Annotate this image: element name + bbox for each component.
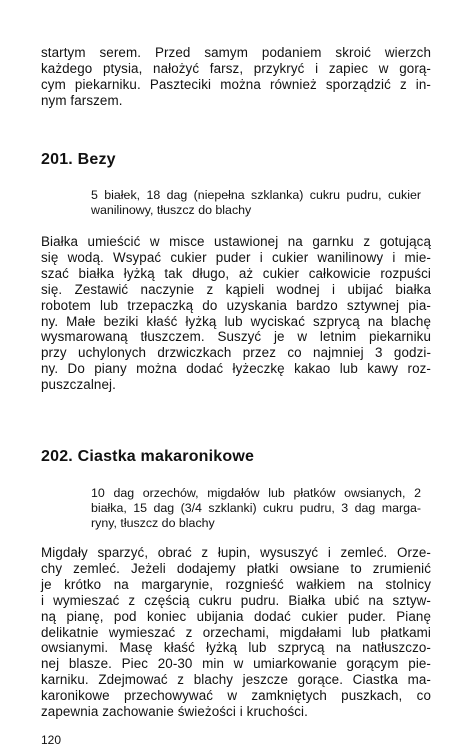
text-line: karonikowe przechowywać w zamkniętych puszkach, co — [41, 688, 431, 704]
text-line: nym farszem. — [41, 92, 123, 108]
ingredients-line: 10 dag orzechów, migdałów lub płatków owsianych, 2 — [91, 486, 421, 500]
text-line: zapewnia zachowanie świeżości i kruchości. — [41, 704, 308, 720]
text-line: wysmarowaną tłuszczem. Suszyć je w letnim piekarniku — [41, 329, 431, 345]
text-line: szać białka łyżką tak długo, aż cukier całkowicie rozpuści — [41, 265, 431, 281]
ingredients-list — [91, 188, 421, 218]
ingredients-line: wanilinowy, tłuszcz do blachy — [91, 203, 252, 218]
recipe-title: 201. Bezy — [41, 151, 116, 168]
text-line: i wymieszać z częścią cukru pudru. Białka ubić na sztyw- — [41, 592, 431, 608]
page-number: 120 — [41, 733, 62, 747]
text-line: cym piekarniku. Paszteciki można również sporządzić z in- — [41, 76, 431, 92]
recipe-title: 202. Ciastka makaronikowe — [41, 448, 255, 465]
ingredients-list — [91, 486, 421, 532]
text-line: nej blasze. Piec 20-30 min w umiarkowanie gorącym pie- — [41, 656, 431, 672]
ingredients-line: białka, 15 dag (3/4 szklanki) cukru pudru, 3 dag marga- — [91, 501, 421, 516]
text-line: przy uchylonych drzwiczkach przez co najmniej 3 godzi- — [41, 345, 431, 361]
text-line: Białka umieścić w misce ustawionej na garnku z gotującą — [41, 234, 431, 249]
text-line: ną pianę, pod koniec ubijania dodać cukier puder. Pianę — [41, 608, 431, 624]
text-line: chy zemleć. Jeżeli dodajemy płatki owsiane to zrumienić — [41, 560, 431, 576]
text-line: ny. Do piany można dodać łyżeczkę kakao lub kawy roz- — [41, 361, 431, 377]
ingredients-line: ryny, tłuszcz do blachy — [91, 516, 215, 531]
text-line: karniku. Zdejmować z blachy jeszcze gorące. Ciastka ma- — [41, 672, 431, 688]
recipe-instructions — [41, 545, 431, 720]
text-line: owsianymi. Masę kłaść łyżką lub szprycą na natłuszczo- — [41, 640, 431, 656]
text-line: puszczalnej. — [41, 377, 116, 393]
text-line: Migdały sparzyć, obrać z łupin, wysuszyć i zemleć. Orze- — [41, 545, 431, 560]
ingredients-line: 5 białek, 18 dag (niepełna szklanka) cukru pudru, cukier — [91, 188, 421, 202]
text-line: ny. Małe beziki kłaść łyżką lub wyciskać szprycą na blachę — [41, 313, 431, 329]
intro-paragraph — [41, 45, 431, 109]
recipe-instructions — [41, 234, 431, 393]
text-line: startym serem. Przed samym podaniem skroić wierzch — [41, 45, 431, 60]
text-line: się wodą. Wsypać cukier puder i cukier wanilinowy i mie- — [41, 249, 431, 265]
text-line: każdego ptysia, nałożyć farsz, przykryć i zapiec w gorą- — [41, 60, 431, 76]
text-line: delikatnie wymieszać z orzechami, migdałami lub płatkami — [41, 624, 431, 640]
text-line: je krótko na margarynie, rozgnieść wałkiem na stolnicy — [41, 576, 431, 592]
text-line: robotem lub trzepaczką do uzyskania bardzo sztywnej pia- — [41, 297, 431, 313]
text-line: się. Zestawić naczynie z kąpieli wodnej i ubijać białka — [41, 281, 431, 297]
